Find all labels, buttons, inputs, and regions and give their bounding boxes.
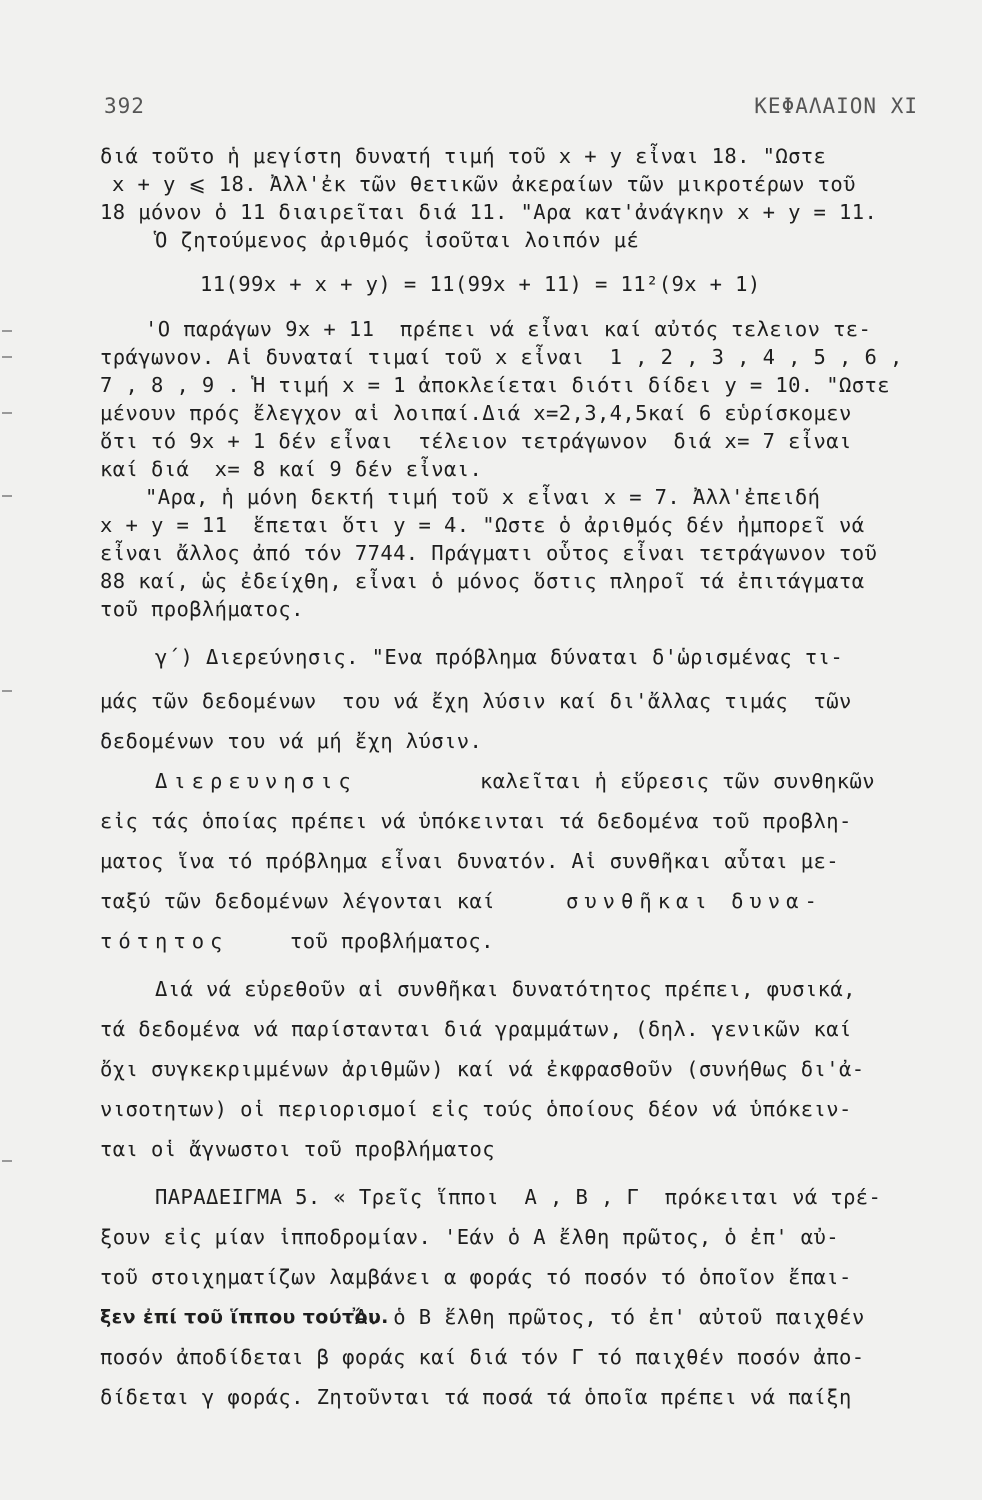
text-line: ὅτι τό 9x + 1 δέν εἶναι τέλειον τετράγωνον διά x= 7 εἶναι — [100, 429, 852, 453]
text-line: 88 καί, ὡς ἐδείχθη, εἶναι ὁ μόνος ὅστις πληροῖ τά ἐπιτάγματα — [100, 569, 865, 593]
text-line: τά δεδομένα νά παρίστανται διά γραμμάτων, (δηλ. γενικῶν καί — [100, 1017, 852, 1041]
text-line: ταξύ τῶν δεδομένων λέγονται καί — [100, 889, 496, 913]
margin-mark — [2, 495, 12, 497]
text-line: Ὁ ζητούμενος ἀριθμός ἰσοῦται λοιπόν μέ — [155, 228, 640, 252]
text-line: καλεῖται ἡ εὕρεσις τῶν συνθηκῶν — [480, 769, 876, 793]
text-line: δεδομένων του νά μή ἔχη λύσιν. — [100, 729, 483, 753]
text-line: ματος ἵνα τό πρόβλημα εἶναι δυνατόν. Αἱ συνθῆκαι αὗται με- — [100, 849, 840, 873]
text-line: δίδεται γ φοράς. Ζητοῦνται τά ποσά τά ὁποῖα πρέπει νά παίξη — [100, 1385, 852, 1409]
margin-mark — [2, 1160, 12, 1162]
text-line-bold: ξεν ἐπί τοῦ ἵππου τούτου. — [100, 1306, 389, 1328]
text-line: ξουν εἰς μίαν ἱπποδρομίαν. 'Εάν ὁ Α ἔλθη πρῶτος, ὁ ἐπ' αὐ- — [100, 1225, 840, 1249]
margin-mark — [2, 690, 12, 692]
chapter-heading: ΚΕΦΑΛΑΙΟΝ ΧΙ — [754, 94, 918, 118]
text-line: 18 μόνον ὁ 11 διαιρεῖται διά 11. "Αρα κατ'ἀνάγκην x + y = 11. — [100, 200, 878, 224]
equation: 11(99x + x + y) = 11(99x + 11) = 11²(9x + 1) — [200, 272, 761, 296]
text-line: x + y ⩽ 18. Ἀλλ'ἐκ τῶν θετικῶν ἀκεραίων τῶν μικροτέρων τοῦ — [112, 172, 856, 196]
text-line: καί διά x= 8 καί 9 δέν εἶναι. — [100, 457, 483, 481]
emphasized-term: τότητος — [100, 929, 229, 953]
example-heading: ΠΑΡΑΔΕΙΓΜΑ 5. « Τρεῖς ἵπποι Α , Β , Γ πρόκειται νά τρέ- — [155, 1185, 882, 1209]
text-line: μάς τῶν δεδομένων του νά ἔχη λύσιν καί δι'ἄλλας τιμάς τῶν — [100, 689, 852, 713]
margin-mark — [2, 330, 12, 332]
text-line: ται οἱ ἄγνωστοι τοῦ προβλήματος — [100, 1137, 496, 1161]
page-number: 392 — [104, 94, 145, 118]
text-line: x + y = 11 ἕπεται ὅτι y = 4. "Ωστε ὁ ἀριθμός δέν ἠμπορεῖ νά — [100, 513, 865, 537]
text-line: 7 , 8 , 9 . Ἡ τιμή x = 1 ἀποκλείεται διότι δίδει y = 10. "Ωστε — [100, 373, 891, 397]
text-line: μένουν πρός ἔλεγχον αἱ λοιπαί.Διά x=2,3,4,5καί 6 εὑρίσκομεν — [100, 401, 852, 425]
text-line: τοῦ προβλήματος. — [100, 597, 304, 621]
emphasized-term: συνθῆκαι δυνα- — [566, 889, 823, 913]
text-line: διά τοῦτο ἡ μεγίστη δυνατή τιμή τοῦ x + y εἶναι 18. "Ωστε — [100, 144, 827, 168]
text-line: ὄχι συγκεκριμμένων ἀριθμῶν) καί νά ἐκφρασθοῦν (συνήθως δι'ἀ- — [100, 1057, 865, 1081]
text-line: "Αρα, ἡ μόνη δεκτή τιμή τοῦ x εἶναι x = 7. Ἀλλ'ἐπειδή — [145, 485, 821, 509]
text-line: ποσόν ἀποδίδεται β φοράς καί διά τόν Γ τό παιχθέν ποσόν ἀπο- — [100, 1345, 865, 1369]
text-line: εἶναι ἄλλος ἀπό τόν 7744. Πράγματι οὗτος εἶναι τετράγωνον τοῦ — [100, 541, 878, 565]
text-line: εἰς τάς ὁποίας πρέπει νά ὑπόκεινται τά δεδομένα τοῦ προβλη- — [100, 809, 852, 833]
margin-mark — [2, 412, 12, 414]
text-line: νισοτητων) οἱ περιορισμοί εἰς τούς ὁποίους δέον νά ὑπόκειν- — [100, 1097, 852, 1121]
margin-mark — [2, 356, 12, 358]
text-line: τοῦ προβλήματος. — [290, 929, 494, 953]
section-heading: γ΄) Διερεύνησις. "Ενα πρόβλημα δύναται δ'ὡρισμένας τι- — [155, 645, 844, 669]
text-line: Ἄν ὁ Β ἔλθη πρῶτος, τό ἐπ' αὐτοῦ παιχθέν — [355, 1305, 865, 1329]
text-line: Διά νά εὑρεθοῦν αἱ συνθῆκαι δυνατότητος πρέπει, φυσικά, — [155, 977, 856, 1001]
text-line: 'Ο παράγων 9x + 11 πρέπει νά εἶναι καί αὐτός τελειον τε- — [145, 317, 872, 341]
emphasized-term: Διερευνησις — [155, 769, 357, 793]
text-line: τοῦ στοιχηματίζων λαμβάνει α φοράς τό ποσόν τό ὁποῖον ἔπαι- — [100, 1265, 852, 1289]
text-line: τράγωνον. Αἱ δυναταί τιμαί τοῦ x εἶναι 1 , 2 , 3 , 4 , 5 , 6 , — [100, 345, 903, 369]
